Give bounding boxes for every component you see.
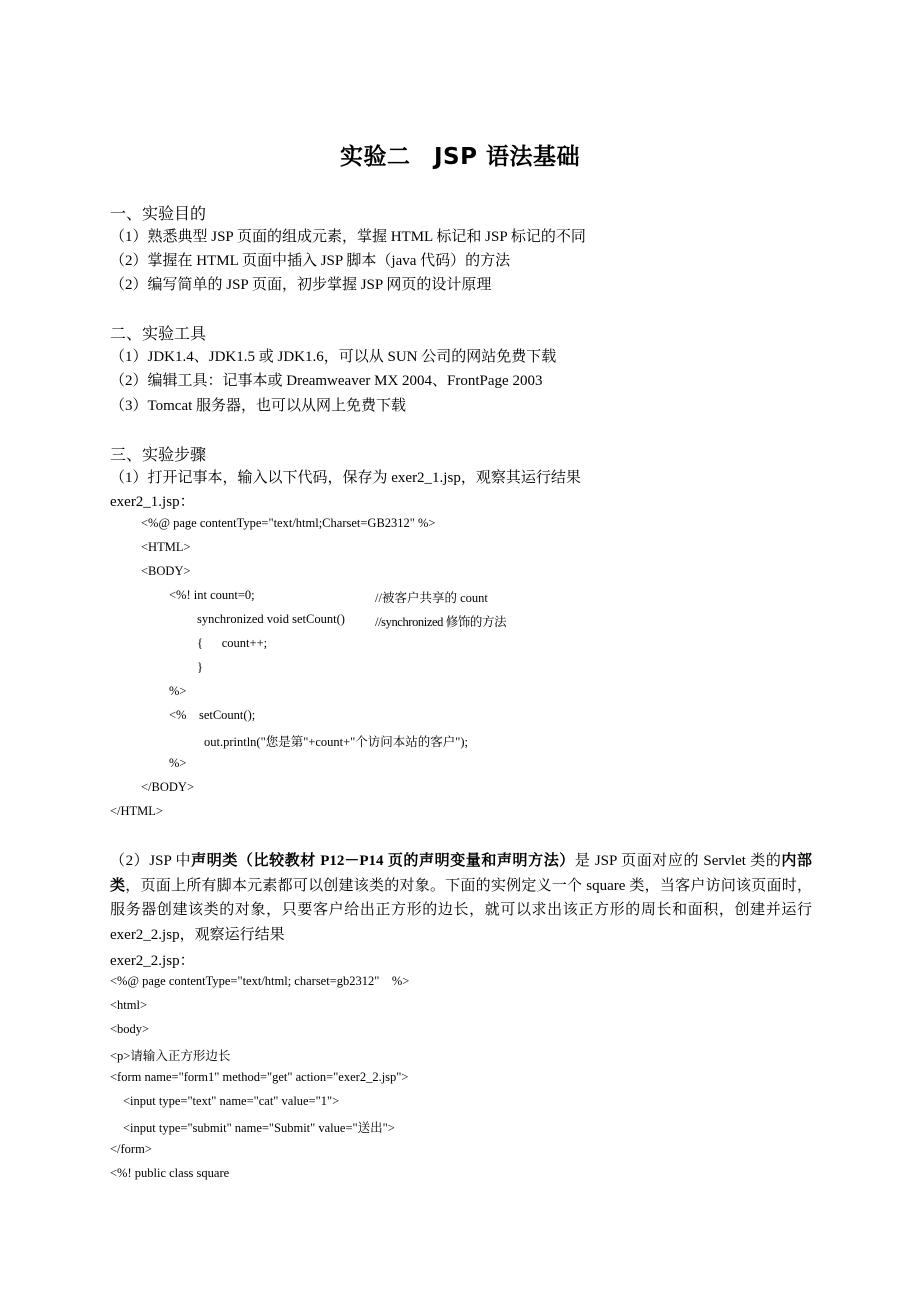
code1-line: } — [197, 660, 203, 674]
purpose-item-3: （2）编写简单的 JSP 页面，初步掌握 JSP 网页的设计原理 — [110, 277, 492, 293]
step-2-text: （2）JSP 中 — [110, 853, 192, 869]
code1-line: <%@ page contentType="text/html;Charset=GB2312" %> — [141, 516, 436, 530]
code2-line: <p>请输入正方形边长 — [110, 1049, 231, 1063]
step-2-emphasis: 声明类（比较教材 P12－P14 页的声明变量和声明方法） — [191, 853, 575, 869]
code2-line: </form> — [110, 1142, 152, 1156]
section-heading-tools: 二、实验工具 — [110, 324, 207, 343]
purpose-item-2: （2）掌握在 HTML 页面中插入 JSP 脚本（java 代码）的方法 — [110, 253, 511, 269]
code2-line: <input type="text" name="cat" value="1"> — [123, 1094, 340, 1108]
code1-line: <%! int count=0; — [169, 588, 255, 602]
code2-line: <%@ page contentType="text/html; charset=gb2312" %> — [110, 974, 410, 988]
code1-line: <% setCount(); — [169, 708, 256, 722]
code2-line: <%! public class square — [110, 1166, 230, 1180]
code1-line: <HTML> — [141, 540, 191, 554]
code1-line: { count++; — [197, 636, 268, 650]
file-label-exer2-2: exer2_2.jsp： — [110, 953, 195, 969]
step-2-text: 是 JSP 页面对应的 Servlet 类的 — [574, 853, 782, 869]
step-2-paragraph — [110, 849, 812, 947]
code2-line: <body> — [110, 1022, 150, 1036]
tools-item-1: （1）JDK1.4、JDK1.5 或 JDK1.6，可以从 SUN 公司的网站免费下载 — [110, 349, 557, 365]
step-2-emphasis: 内部类 — [110, 853, 812, 894]
section-heading-steps: 三、实验步骤 — [110, 445, 207, 464]
code1-line: synchronized void setCount() — [197, 612, 345, 626]
code1-line: <BODY> — [141, 564, 191, 578]
code1-line: </HTML> — [110, 804, 163, 818]
section-heading-purpose: 一、实验目的 — [110, 204, 207, 223]
code2-line: <form name="form1" method="get" action="exer2_2.jsp"> — [110, 1070, 409, 1084]
code2-line: <html> — [110, 998, 148, 1012]
step-2-text: ，页面上所有脚本元素都可以创建该类的对象。下面的实例定义一个 square 类，当客户访问该页面时，服务器创建该类的对象，只要客户给出正方形的边长，就可以求出该正方形的周长和面积，创建并运行 exer2_2.jsp，观察运行结果 — [110, 877, 812, 943]
code1-line: out.println("您是第"+count+"个访问本站的客户"); — [204, 735, 469, 749]
code1-line: %> — [169, 684, 187, 698]
tools-item-2: （2）编辑工具：记事本或 Dreamweaver MX 2004、FrontPage 2003 — [110, 373, 543, 389]
file-label-exer2-1: exer2_1.jsp： — [110, 494, 195, 510]
purpose-item-1: （1）熟悉典型 JSP 页面的组成元素，掌握 HTML 标记和 JSP 标记的不同 — [110, 229, 586, 245]
page-title: 实验二 JSP 语法基础 — [340, 144, 580, 170]
code1-line: %> — [169, 756, 187, 770]
code1-comment: //synchronized 修饰的方法 — [375, 615, 507, 629]
step-1-text: （1）打开记事本，输入以下代码，保存为 exer2_1.jsp，观察其运行结果 — [110, 470, 581, 486]
tools-item-3: （3）Tomcat 服务器，也可以从网上免费下载 — [110, 398, 407, 414]
code2-line: <input type="submit" name="Submit" value="送出"> — [123, 1121, 395, 1135]
code1-line: </BODY> — [141, 780, 194, 794]
code1-comment: //被客户共享的 count — [375, 591, 488, 605]
